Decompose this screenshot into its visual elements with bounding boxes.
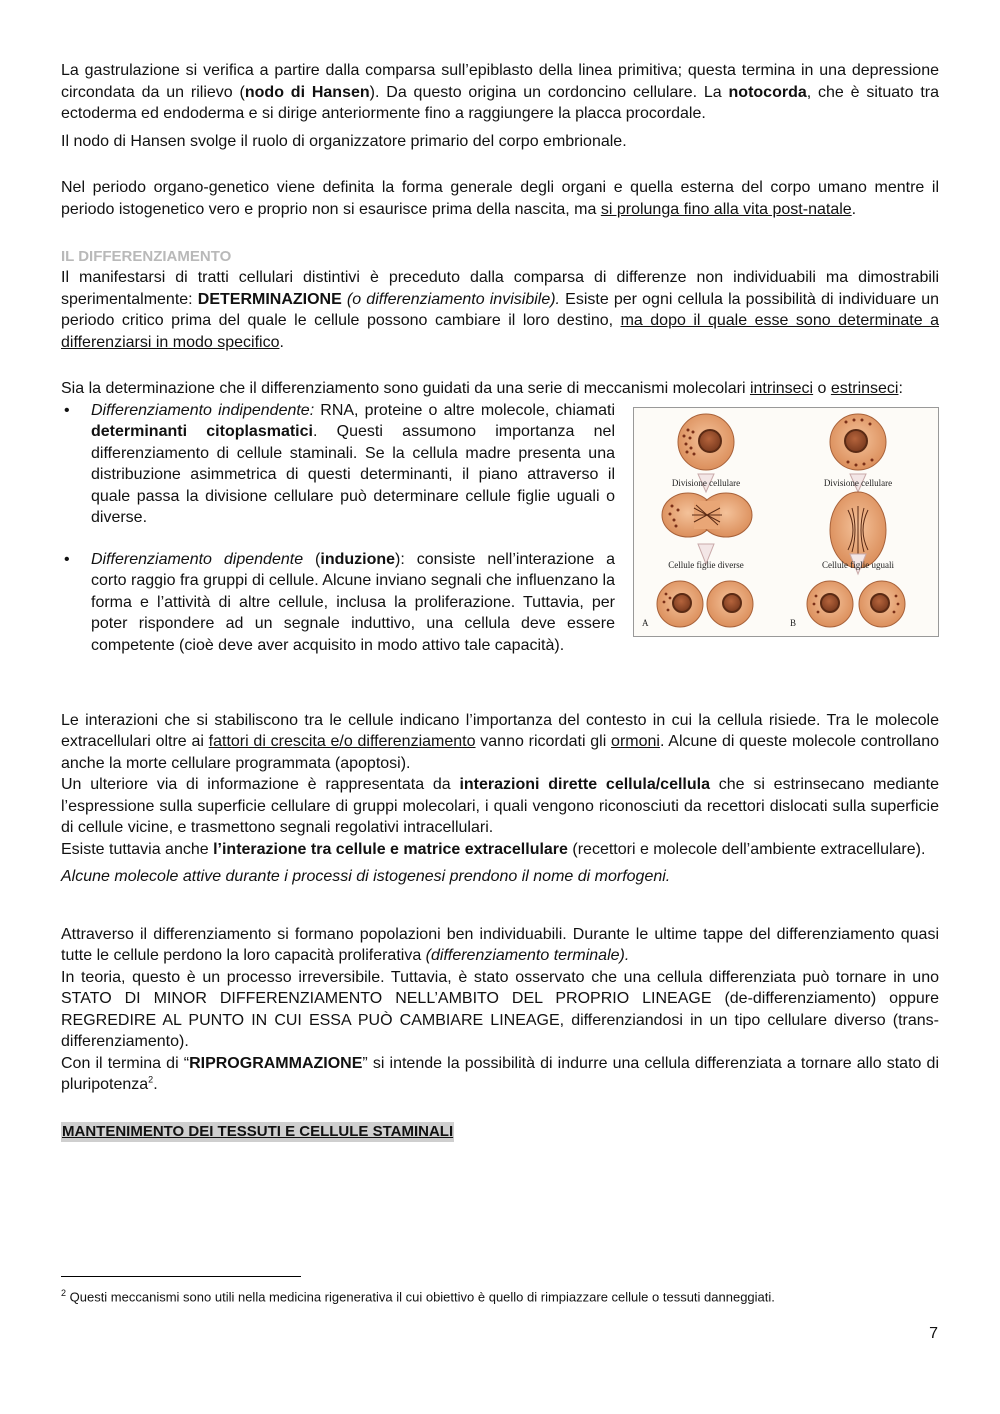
mechanisms-paragraph (61, 378, 939, 400)
text-run: : (898, 380, 903, 397)
page-body (61, 60, 939, 1142)
text-run: che si estrinsecano mediante l’espressione sulla superficie cellulare di gruppi molecolari, i quali vengono riconosciuti da recettori dislocati sulla superficie di cellule vicine, e trasmettono segnali regolativi intracellulari. (61, 776, 939, 836)
underlined-phrase: si prolunga fino alla vita post-natale (600, 200, 852, 218)
division-label-a: Divisione cellulare (671, 477, 741, 488)
bullet-icon: • (64, 401, 70, 419)
footnote-number: 2 (61, 1288, 67, 1298)
underlined-word: ormoni (611, 733, 660, 750)
text-run: La gastrulazione si verifica a partire dalla comparsa sull’epiblasto della linea primitiva; questa termina in una depressione circondata da un rilievo ( (61, 62, 939, 101)
underlined-word: intrinseci (749, 380, 814, 397)
matrix-paragraph (61, 839, 939, 861)
text-run: Esiste tuttavia anche (61, 840, 214, 858)
term-ecm-interaction: l’interazione tra cellule e matrice extracellulare (213, 840, 568, 858)
list-item (61, 549, 615, 657)
text-run: vanno ricordati gli (475, 733, 612, 750)
morphogens-paragraph: Alcune molecole attive durante i processi di istogenesi prendono il nome di morfogeni. (61, 868, 671, 885)
italic-phrase: Differenziamento indipendente: (91, 401, 315, 419)
terminal-paragraph (61, 924, 939, 967)
text-run: (recettori e molecole dell’ambiente extracellulare). (567, 840, 926, 858)
italic-phrase: (differenziamento terminale). (425, 947, 630, 964)
panel-a (642, 414, 753, 628)
nucleus (723, 594, 741, 612)
text-run: Il manifestarsi di tratti cellulari distintivi è preceduto dalla comparsa di differenze non individuabili ma dimostrabili sperimentalmente: (61, 269, 939, 308)
term-hensen-node: nodo di Hansen (244, 83, 370, 101)
term-induction: induzione (320, 550, 396, 568)
term-notochord: notocorda (728, 83, 807, 101)
text-run: ). Da questo origina un cordoncino cellulare. La (369, 83, 729, 101)
panel-b-label: B (790, 617, 797, 628)
cell-division-figure (633, 407, 939, 637)
text-run: Le interazioni che si stabiliscono tra le cellule indicano l’importanza del contesto in cui la cellula risiede. Tra le molecole extracellulari oltre ai (61, 711, 939, 750)
text-run: Sia la determinazione che il differenziamento sono guidati da una serie di meccanismi molecolari (61, 380, 750, 397)
text-run: . Questi assumono importanza nel differenziamento di cellule staminali. Se la cellula madre presenta una distribuzione asimmetrica di questi determinanti, il piano attraverso il quale passa la divisione cellulare può determinare cellule figlie uguali o diverse. (91, 423, 615, 526)
reversibility-paragraph: In teoria, questo è un processo irreversibile. Tuttavia, è stato osservato che una cellula differenziata può tornare in uno STATO DI MINOR DIFFERENZIAMENTO NELL’AMBITO DEL PROPRIO LINEAGE (de-differenziamento) oppure REGREDIRE AL PUNTO IN CUI ESSA PUÒ CAMBIARE LINEAGE, differenziandosi in un tipo cellulare diverso (trans-differenziamento). (61, 968, 939, 1050)
cell-division-diagram (634, 408, 938, 636)
text-run: ): consiste nell’interazione a corto raggio fra gruppi di cellule. Alcune inviano segnali che influenzano la forma e l’attività di altre cellule, inclusa la proliferazione. Tuttavia, per poter rispondere ad un segnale induttivo, una cellula deve essere competente (cioè deve aver acquisito in modo attivo tale capacità). (91, 550, 616, 654)
bullet-icon: • (64, 550, 70, 568)
text-run: . (851, 200, 857, 218)
hensen-paragraph: Il nodo di Hansen svolge il ruolo di organizzatore primario del corpo embrionale. (61, 132, 627, 150)
underlined-phrase: fattori di crescita e/o differenziamento (208, 733, 476, 750)
term-reprogramming: RIPROGRAMMAZIONE (189, 1054, 363, 1072)
interactions-paragraph (61, 710, 939, 775)
nucleus (871, 594, 889, 612)
text-run: ( (303, 550, 321, 568)
nucleus (699, 430, 721, 452)
dividing-cell-a (662, 493, 752, 537)
reprogramming-paragraph (61, 1053, 939, 1096)
page-number: 7 (929, 1325, 938, 1342)
term-cytoplasmic-determinants: determinanti citoplasmatici (91, 423, 313, 440)
text-run: RNA, proteine o altre molecole, chiamati (314, 401, 615, 419)
text-run: . Alcune di queste molecole controllano anche la morte cellulare programmata (apoptosi). (61, 733, 939, 772)
footnote (61, 1283, 921, 1307)
panel-b (790, 414, 905, 628)
text-run: Attraverso il differenziamento si formano popolazioni ben individuabili. Durante le ultime tappe del differenziamento quasi tutte le cellule perdono la loro capacità proliferativa (61, 925, 939, 964)
text-run: . (153, 1076, 158, 1093)
footnote-reference[interactable]: 2 (148, 1074, 154, 1085)
nucleus (821, 594, 839, 612)
text-run: ” si intende la possibilità di indurre una cellula differenziata a tornare allo stato di pluripotenza (61, 1054, 939, 1093)
footnote-divider (61, 1276, 301, 1277)
italic-phrase: Differenziamento dipendente (91, 550, 304, 568)
term-cell-cell: interazioni dirette cellula/cellula (459, 776, 710, 793)
list-item (61, 400, 615, 529)
text-run: o (813, 380, 831, 397)
underlined-phrase: ma dopo il quale esse sono determinate a differenziarsi in modo specifico (61, 312, 939, 351)
text-run: Esiste per ogni cellula la possibilità di individuare un periodo critico prima del quale le cellule possono cambiare il loro destino, (61, 290, 940, 329)
text-run: Nel periodo organo-genetico viene definita la forma generale degli organi e quella esterna del corpo umano mentre il periodo istogenetico vero e proprio non si esaurisce prima della nascita, ma (61, 179, 939, 218)
nucleus (845, 430, 867, 452)
text-run: Con il termina di “ (61, 1054, 190, 1072)
section-heading-maintenance: MANTENIMENTO DEI TESSUTI E CELLULE STAMINALI (62, 1122, 454, 1140)
term-determination: DETERMINAZIONE (197, 290, 342, 308)
daughters-label-a: Cellule figlie diverse (668, 559, 744, 570)
text-run: , che è situato tra ectoderma ed endoderma e si dirige anteriormente fino a raggiungere la placca procordale. (61, 83, 940, 122)
division-label-b: Divisione cellulare (823, 477, 893, 488)
italic-phrase: (o differenziamento invisibile). (341, 290, 560, 308)
nucleus (673, 594, 691, 612)
bullets-and-figure (61, 400, 939, 710)
underlined-word: estrinseci (830, 380, 899, 397)
gastrulation-paragraph (61, 60, 939, 125)
text-run: Un ulteriore via di informazione è rappresentata da (61, 776, 460, 793)
differentiation-paragraph (61, 267, 939, 353)
panel-a-label: A (642, 617, 649, 628)
cell-cell-paragraph (61, 774, 939, 839)
daughters-label-b: Cellule figlie uguali (822, 559, 894, 570)
mechanism-list (61, 400, 615, 657)
footnote-text: Questi meccanismi sono utili nella medicina rigenerativa il cui obiettivo è quello di rimpiazzare cellule o tessuti danneggiati. (66, 1289, 775, 1305)
organogenetic-paragraph (61, 177, 939, 220)
section-heading-differentiation: IL DIFFERENZIAMENTO (61, 248, 232, 265)
text-run: . (279, 333, 284, 351)
